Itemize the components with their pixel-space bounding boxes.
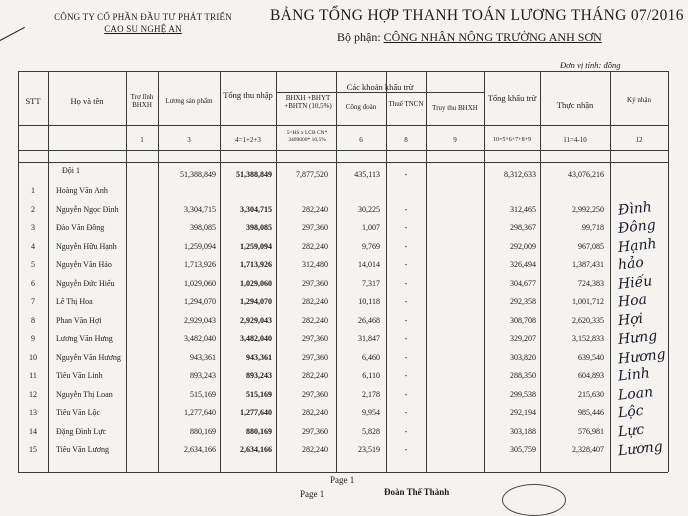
row-salary: 3,304,715 bbox=[184, 204, 216, 214]
row-signature: Lực bbox=[617, 421, 645, 440]
column-border bbox=[610, 71, 611, 472]
row-salary: 943,361 bbox=[190, 352, 216, 362]
index-3: 3 bbox=[187, 136, 191, 144]
row-total: 304,677 bbox=[510, 278, 536, 288]
row-salary: 3,482,040 bbox=[184, 334, 216, 343]
row-stt: 8 bbox=[31, 315, 35, 325]
row-total: 299,538 bbox=[510, 389, 536, 399]
row-insurance: 282,240 bbox=[302, 297, 328, 306]
header-bhxh-back: Truy thu BHXH bbox=[432, 104, 478, 112]
row-stt: 12 bbox=[29, 389, 37, 399]
row-union: 2,178 bbox=[362, 389, 380, 399]
row-name: Tiêu Văn Lương bbox=[56, 445, 110, 454]
row-union: 30,225 bbox=[358, 204, 380, 214]
row-stt: 9 bbox=[31, 334, 35, 343]
row-total: 298,367 bbox=[510, 223, 536, 232]
row-union: 23,519 bbox=[358, 445, 380, 454]
group-salary: 51,388,849 bbox=[180, 170, 216, 179]
row-stt: 5 bbox=[31, 260, 35, 269]
header-bhxh: Trợ lĩnh BHXH bbox=[130, 93, 154, 109]
row-total: 288,350 bbox=[510, 371, 536, 380]
row-union: 1,007 bbox=[362, 223, 380, 232]
row-salary: 2,929,043 bbox=[184, 315, 216, 325]
row-tax: - bbox=[404, 297, 408, 306]
row-net: 2,620,335 bbox=[572, 315, 604, 325]
group-total-deduct: 8,312,633 bbox=[504, 170, 536, 179]
row-border bbox=[18, 150, 668, 151]
group-union: 435,113 bbox=[354, 170, 380, 179]
row-tax: - bbox=[404, 223, 408, 232]
row-income: 943,361 bbox=[246, 352, 272, 362]
row-income: 3,304,715 bbox=[240, 204, 272, 214]
row-signature: Lộc bbox=[617, 402, 645, 422]
row-name: Lương Văn Hưng bbox=[56, 334, 113, 343]
row-stt: 2 bbox=[31, 204, 35, 214]
header-deductions: Các khoản khấu trừ bbox=[346, 82, 414, 92]
row-stt: 14 bbox=[29, 426, 37, 436]
row-total: 312,465 bbox=[510, 204, 536, 214]
header-sign: Ký nhận bbox=[627, 96, 651, 104]
row-total: 329,207 bbox=[510, 334, 536, 343]
row-insurance: 297,360 bbox=[302, 426, 328, 436]
row-insurance: 297,360 bbox=[302, 389, 328, 399]
index-4: 4=1+2+3 bbox=[235, 136, 261, 144]
row-net: 604,893 bbox=[578, 371, 604, 380]
index-8: 8 bbox=[404, 136, 408, 144]
row-income: 398,085 bbox=[246, 223, 272, 232]
row-total: 303,188 bbox=[510, 426, 536, 436]
index-6: 6 bbox=[359, 136, 363, 144]
row-net: 967,085 bbox=[578, 241, 604, 251]
row-income: 880,169 bbox=[246, 426, 272, 436]
stamp-edge bbox=[502, 484, 566, 516]
company-name bbox=[38, 11, 248, 35]
column-border bbox=[48, 71, 49, 472]
row-salary: 1,277,640 bbox=[184, 408, 216, 417]
row-salary: 398,085 bbox=[190, 223, 216, 232]
row-name: Nguyễn Thị Loan bbox=[56, 389, 113, 399]
company-line-2: CAO SU NGHỆ AN bbox=[104, 24, 182, 34]
row-signature: Lương bbox=[617, 438, 664, 460]
row-net: 215,630 bbox=[578, 389, 604, 399]
header-net: Thực nhận bbox=[556, 100, 594, 110]
row-salary: 893,243 bbox=[190, 371, 216, 380]
row-name: Nguyễn Văn Hương bbox=[56, 352, 121, 362]
row-income: 2,929,043 bbox=[240, 315, 272, 325]
row-tax: - bbox=[404, 426, 408, 436]
row-net: 2,328,407 bbox=[572, 445, 604, 454]
index-5: 5=HS x LCB CN* 3409000* 10,5% bbox=[286, 130, 328, 143]
row-name: Tiêu Văn Lộc bbox=[56, 408, 100, 417]
header-insurance: BHXH +BHYT +BHTN (10,5%) bbox=[284, 94, 332, 110]
row-insurance: 282,240 bbox=[302, 315, 328, 325]
group-tax: - bbox=[404, 170, 408, 179]
row-stt: 3 bbox=[31, 223, 35, 232]
row-insurance: 282,240 bbox=[302, 204, 328, 214]
column-border bbox=[126, 71, 127, 472]
row-tax: - bbox=[404, 260, 408, 269]
row-salary: 1,713,926 bbox=[184, 260, 216, 269]
row-insurance: 282,240 bbox=[302, 408, 328, 417]
row-total: 292,194 bbox=[510, 408, 536, 417]
row-name: Nguyễn Ngọc Đình bbox=[56, 204, 119, 214]
row-union: 6,110 bbox=[362, 371, 380, 380]
header-salary: Lương sản phẩm bbox=[165, 97, 213, 105]
row-tax: - bbox=[404, 204, 408, 214]
row-name: Phan Văn Hợi bbox=[56, 315, 102, 325]
row-net: 576,981 bbox=[578, 426, 604, 436]
row-insurance: 297,360 bbox=[302, 278, 328, 288]
row-tax: - bbox=[404, 371, 408, 380]
row-signature: Hạnh bbox=[617, 235, 658, 256]
row-salary: 1,029,060 bbox=[184, 278, 216, 288]
row-name: Nguyễn Văn Hảo bbox=[56, 260, 112, 269]
row-income: 1,029,060 bbox=[240, 278, 272, 288]
signer-name: Đoàn Thế Thành bbox=[384, 487, 450, 497]
row-net: 985,446 bbox=[578, 408, 604, 417]
row-stt: 15 bbox=[29, 445, 37, 454]
row-union: 7,317 bbox=[362, 278, 380, 288]
row-name: Hoàng Văn Anh bbox=[56, 186, 108, 195]
row-union: 31,847 bbox=[358, 334, 380, 343]
row-name: Tiêu Văn Linh bbox=[56, 371, 103, 380]
row-border bbox=[18, 162, 668, 163]
row-income: 2,634,166 bbox=[240, 445, 272, 454]
header-union: Công đoàn bbox=[345, 103, 377, 111]
row-union: 6,460 bbox=[362, 352, 380, 362]
row-insurance: 312,480 bbox=[302, 260, 328, 269]
group-insurance: 7,877,520 bbox=[296, 170, 328, 179]
row-total: 308,708 bbox=[510, 315, 536, 325]
row-signature: hảo bbox=[617, 254, 645, 274]
row-income: 1,294,070 bbox=[240, 297, 272, 306]
department-name: CÔNG NHÂN NÔNG TRƯỜNG ANH SƠN bbox=[383, 30, 602, 44]
row-tax: - bbox=[404, 315, 408, 325]
row-insurance: 282,240 bbox=[302, 445, 328, 454]
row-union: 26,468 bbox=[358, 315, 380, 325]
row-tax: - bbox=[404, 408, 408, 417]
row-signature: Đông bbox=[617, 217, 657, 237]
header-stt: STT bbox=[25, 96, 41, 106]
row-total: 303,820 bbox=[510, 352, 536, 362]
row-total: 292,358 bbox=[510, 297, 536, 306]
row-insurance: 282,240 bbox=[302, 371, 328, 380]
row-income: 1,259,094 bbox=[240, 241, 272, 251]
row-insurance: 282,240 bbox=[302, 241, 328, 251]
header-total-deduct: Tổng khấu trừ bbox=[487, 93, 537, 103]
row-salary: 515,169 bbox=[190, 389, 216, 399]
row-stt: 10 bbox=[29, 352, 37, 362]
row-name: Lê Thị Hoa bbox=[56, 297, 93, 306]
row-stt: 13 bbox=[29, 408, 37, 417]
row-stt: 11 bbox=[29, 371, 37, 380]
row-tax: - bbox=[404, 352, 408, 362]
index-12: 12 bbox=[635, 136, 643, 144]
header-tax: Thuế TNCN bbox=[388, 100, 424, 108]
row-net: 1,387,431 bbox=[572, 260, 604, 269]
row-union: 9,954 bbox=[362, 408, 380, 417]
row-insurance: 297,360 bbox=[302, 352, 328, 362]
row-net: 1,001,712 bbox=[572, 297, 604, 306]
index-9: 9 bbox=[453, 136, 457, 144]
index-1: 1 bbox=[140, 136, 144, 144]
group-label: Đội 1 bbox=[62, 166, 80, 175]
row-net: 3,152,833 bbox=[572, 334, 604, 343]
row-net: 2,992,250 bbox=[572, 204, 604, 214]
row-union: 10,118 bbox=[358, 297, 380, 306]
row-stt: 6 bbox=[31, 278, 35, 288]
index-10: 10=5+6+7+8+9 bbox=[493, 137, 531, 143]
column-border bbox=[668, 71, 669, 472]
row-signature: Hiếu bbox=[617, 272, 654, 293]
row-income: 893,243 bbox=[246, 371, 272, 380]
currency-unit: Đơn vị tính: đồng bbox=[560, 60, 621, 70]
document-title: BẢNG TỔNG HỢP THANH TOÁN LƯƠNG THÁNG 07/2016 bbox=[270, 7, 684, 24]
group-income: 51,388,849 bbox=[236, 170, 272, 179]
row-name: Nguyễn Đức Hiếu bbox=[56, 278, 115, 288]
row-tax: - bbox=[404, 278, 408, 288]
row-signature: Hoa bbox=[617, 291, 648, 311]
fold-mark bbox=[0, 27, 25, 41]
row-signature: Hưng bbox=[617, 327, 658, 349]
row-border bbox=[18, 71, 668, 72]
row-salary: 2,634,166 bbox=[184, 445, 216, 454]
row-union: 14,014 bbox=[358, 260, 380, 269]
row-tax: - bbox=[404, 241, 408, 251]
department bbox=[337, 30, 602, 45]
row-net: 99,718 bbox=[582, 223, 604, 232]
row-union: 5,828 bbox=[362, 426, 380, 436]
index-11: 11=4-10 bbox=[563, 136, 587, 144]
row-total: 326,494 bbox=[510, 260, 536, 269]
row-salary: 1,259,094 bbox=[184, 241, 216, 251]
deductions-group-border bbox=[276, 92, 484, 93]
row-stt: 1 bbox=[31, 186, 35, 195]
page-number-bottom: Page 1 bbox=[300, 489, 325, 499]
header-income: Tổng thu nhập bbox=[223, 90, 273, 100]
group-net: 43,076,216 bbox=[568, 170, 604, 179]
page-number-center: Page 1 bbox=[330, 475, 355, 485]
row-income: 3,482,040 bbox=[240, 334, 272, 343]
header-name: Họ và tên bbox=[70, 96, 104, 106]
row-signature: Hương bbox=[617, 346, 667, 367]
row-signature: Đình bbox=[617, 198, 653, 219]
row-border bbox=[18, 125, 668, 126]
row-name: Nguyễn Hữu Hạnh bbox=[56, 241, 117, 251]
row-salary: 880,169 bbox=[190, 426, 216, 436]
row-signature: Linh bbox=[617, 365, 651, 385]
row-total: 292,009 bbox=[510, 241, 536, 251]
row-name: Đào Văn Đông bbox=[56, 223, 105, 232]
row-border bbox=[18, 472, 668, 473]
row-net: 639,540 bbox=[578, 352, 604, 362]
row-name: Đặng Đình Lực bbox=[56, 426, 107, 436]
row-net: 724,383 bbox=[578, 278, 604, 288]
row-stt: 7 bbox=[31, 297, 35, 306]
row-income: 1,713,926 bbox=[240, 260, 272, 269]
row-stt: 4 bbox=[31, 241, 35, 251]
row-signature: Hợi bbox=[617, 310, 644, 329]
row-tax: - bbox=[404, 445, 408, 454]
row-income: 515,169 bbox=[246, 389, 272, 399]
row-salary: 1,294,070 bbox=[184, 297, 216, 306]
company-line-1: CÔNG TY CỔ PHẦN ĐẦU TƯ PHÁT TRIỂN bbox=[54, 12, 232, 22]
row-tax: - bbox=[404, 334, 408, 343]
row-signature: Loan bbox=[617, 383, 654, 404]
row-union: 9,769 bbox=[362, 241, 380, 251]
column-border bbox=[426, 71, 427, 472]
row-total: 305,759 bbox=[510, 445, 536, 454]
row-insurance: 297,360 bbox=[302, 223, 328, 232]
row-tax: - bbox=[404, 389, 408, 399]
row-insurance: 297,360 bbox=[302, 334, 328, 343]
department-label: Bộ phận: bbox=[337, 30, 381, 44]
row-income: 1,277,640 bbox=[240, 408, 272, 417]
